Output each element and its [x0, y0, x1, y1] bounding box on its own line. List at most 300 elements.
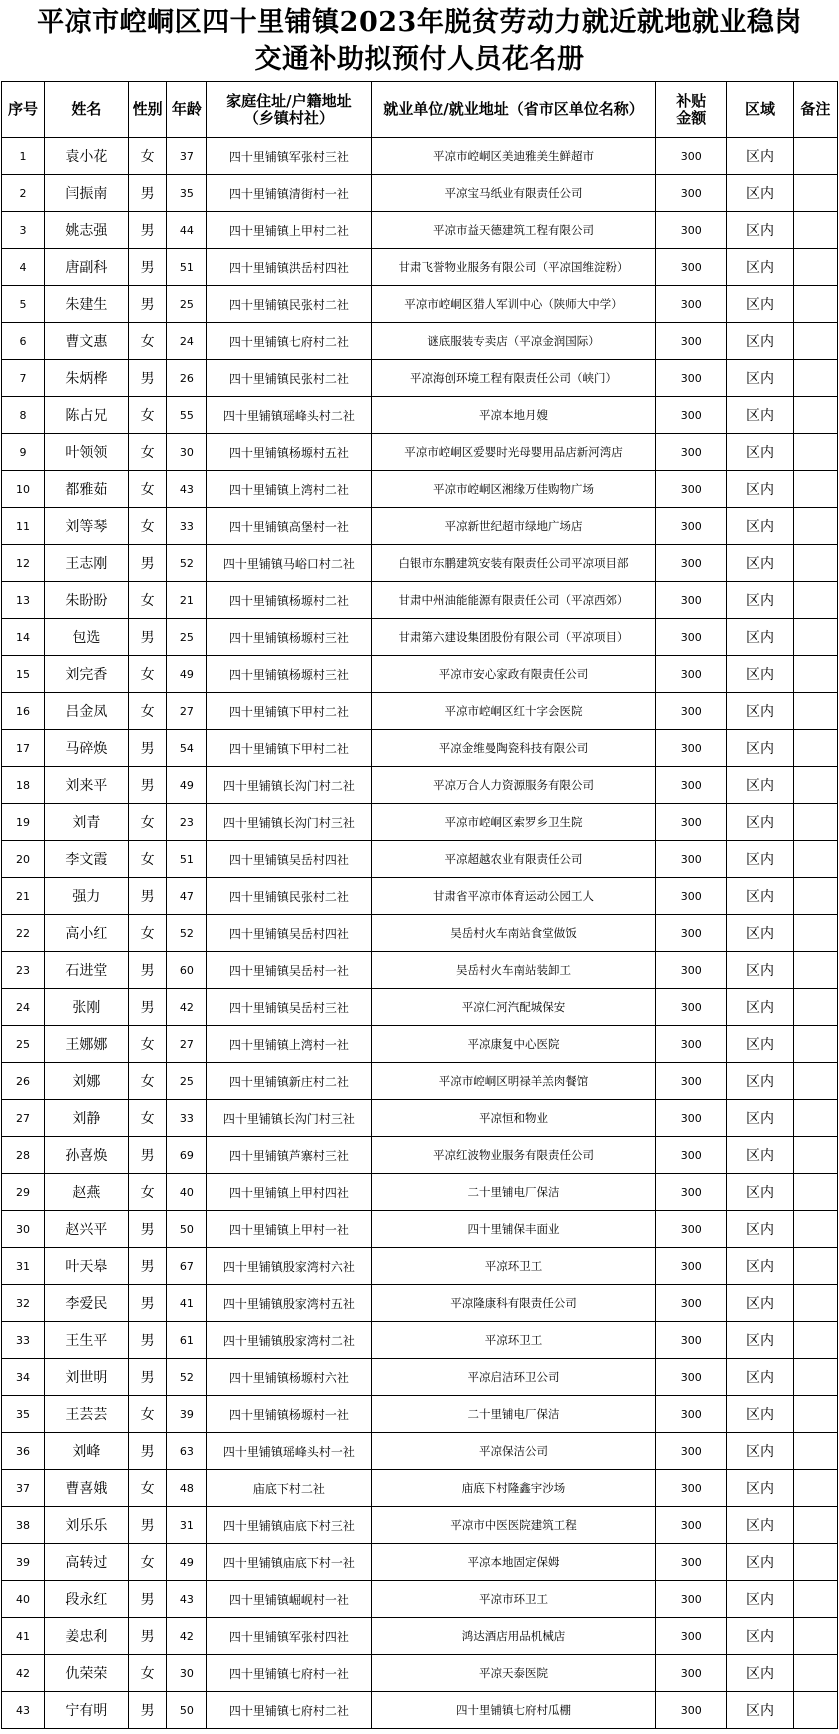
cell-gender: 女 [128, 323, 167, 360]
cell-name: 朱建生 [44, 286, 128, 323]
cell-amount: 300 [656, 1137, 727, 1174]
col-header-employer: 就业单位/就业地址（省市区单位名称） [371, 82, 656, 138]
cell-seq: 21 [2, 878, 45, 915]
cell-seq: 16 [2, 693, 45, 730]
cell-name: 李爱民 [44, 1285, 128, 1322]
cell-employer: 平凉本地固定保姆 [371, 1544, 656, 1581]
cell-seq: 18 [2, 767, 45, 804]
header-row [2, 82, 838, 138]
cell-address: 四十里铺镇瑶峰头村一社 [207, 1433, 371, 1470]
cell-address: 四十里铺镇上甲村四社 [207, 1174, 371, 1211]
cell-employer: 白银市东鹏建筑安装有限责任公司平凉项目部 [371, 545, 656, 582]
table-row [2, 471, 838, 508]
cell-name: 仇荣荣 [44, 1655, 128, 1692]
cell-employer: 平凉康复中心医院 [371, 1026, 656, 1063]
cell-gender: 男 [128, 1692, 167, 1729]
cell-age: 43 [167, 1581, 207, 1618]
cell-amount: 300 [656, 841, 727, 878]
cell-address: 四十里铺镇七府村二社 [207, 1692, 371, 1729]
cell-name: 宁有明 [44, 1692, 128, 1729]
cell-employer: 平凉新世纪超市绿地广场店 [371, 508, 656, 545]
cell-gender: 男 [128, 175, 167, 212]
title-line-2: 交通补助拟预付人员花名册 [254, 43, 585, 75]
cell-amount: 300 [656, 1618, 727, 1655]
col-header-seq: 序号 [2, 82, 45, 138]
roster-table [1, 81, 838, 1729]
cell-name: 唐副科 [44, 249, 128, 286]
cell-remark [793, 249, 837, 286]
cell-address: 庙底下村二社 [207, 1470, 371, 1507]
cell-name: 孙喜焕 [44, 1137, 128, 1174]
amount-header-line1: 补贴 [676, 91, 707, 110]
cell-region: 区内 [727, 1211, 794, 1248]
cell-address: 四十里铺镇杨塬村二社 [207, 582, 371, 619]
cell-age: 50 [167, 1692, 207, 1729]
table-row [2, 804, 838, 841]
cell-gender: 男 [128, 1322, 167, 1359]
cell-remark [793, 545, 837, 582]
cell-name: 赵兴平 [44, 1211, 128, 1248]
col-header-remark: 备注 [793, 82, 837, 138]
cell-gender: 女 [128, 434, 167, 471]
cell-region: 区内 [727, 397, 794, 434]
cell-name: 陈占兄 [44, 397, 128, 434]
cell-gender: 女 [128, 1026, 167, 1063]
cell-seq: 33 [2, 1322, 45, 1359]
table-row [2, 434, 838, 471]
cell-address: 四十里铺镇庙底下村一社 [207, 1544, 371, 1581]
cell-remark [793, 1581, 837, 1618]
cell-remark [793, 1544, 837, 1581]
cell-remark [793, 212, 837, 249]
cell-age: 47 [167, 878, 207, 915]
cell-seq: 36 [2, 1433, 45, 1470]
cell-seq: 7 [2, 360, 45, 397]
cell-gender: 男 [128, 1248, 167, 1285]
table-row [2, 175, 838, 212]
cell-name: 叶天皋 [44, 1248, 128, 1285]
cell-remark [793, 1063, 837, 1100]
table-row [2, 952, 838, 989]
cell-age: 43 [167, 471, 207, 508]
cell-gender: 男 [128, 1507, 167, 1544]
cell-remark [793, 804, 837, 841]
cell-age: 25 [167, 1063, 207, 1100]
col-header-name: 姓名 [44, 82, 128, 138]
cell-region: 区内 [727, 1692, 794, 1729]
cell-address: 四十里铺镇杨塬村五社 [207, 434, 371, 471]
table-row [2, 138, 838, 175]
cell-amount: 300 [656, 915, 727, 952]
cell-name: 刘来平 [44, 767, 128, 804]
cell-remark [793, 1470, 837, 1507]
cell-amount: 300 [656, 471, 727, 508]
cell-address: 四十里铺镇七府村二社 [207, 323, 371, 360]
cell-amount: 300 [656, 1581, 727, 1618]
cell-remark [793, 619, 837, 656]
cell-employer: 平凉保洁公司 [371, 1433, 656, 1470]
cell-employer: 二十里铺电厂保洁 [371, 1174, 656, 1211]
table-row [2, 1137, 838, 1174]
cell-remark [793, 508, 837, 545]
cell-age: 69 [167, 1137, 207, 1174]
cell-amount: 300 [656, 1100, 727, 1137]
cell-address: 四十里铺镇杨塬村三社 [207, 656, 371, 693]
cell-address: 四十里铺镇长沟门村二社 [207, 767, 371, 804]
cell-employer: 平凉超越农业有限责任公司 [371, 841, 656, 878]
cell-age: 67 [167, 1248, 207, 1285]
cell-remark [793, 286, 837, 323]
cell-employer: 平凉天泰医院 [371, 1655, 656, 1692]
cell-seq: 37 [2, 1470, 45, 1507]
cell-age: 60 [167, 952, 207, 989]
cell-age: 39 [167, 1396, 207, 1433]
cell-region: 区内 [727, 1581, 794, 1618]
cell-employer: 平凉市安心家政有限责任公司 [371, 656, 656, 693]
cell-age: 25 [167, 619, 207, 656]
cell-age: 42 [167, 989, 207, 1026]
cell-seq: 34 [2, 1359, 45, 1396]
cell-region: 区内 [727, 656, 794, 693]
cell-region: 区内 [727, 1137, 794, 1174]
cell-gender: 男 [128, 1211, 167, 1248]
table-row [2, 1322, 838, 1359]
cell-name: 闫振南 [44, 175, 128, 212]
cell-employer: 平凉环卫工 [371, 1248, 656, 1285]
cell-age: 52 [167, 1359, 207, 1396]
cell-employer: 平凉市崆峒区红十字会医院 [371, 693, 656, 730]
cell-region: 区内 [727, 1396, 794, 1433]
cell-region: 区内 [727, 1248, 794, 1285]
cell-name: 吕金凤 [44, 693, 128, 730]
cell-address: 四十里铺镇杨塬村六社 [207, 1359, 371, 1396]
cell-seq: 24 [2, 989, 45, 1026]
cell-address: 四十里铺镇长沟门村三社 [207, 804, 371, 841]
cell-seq: 25 [2, 1026, 45, 1063]
cell-name: 都雅茹 [44, 471, 128, 508]
cell-seq: 22 [2, 915, 45, 952]
cell-name: 刘峰 [44, 1433, 128, 1470]
cell-gender: 女 [128, 1100, 167, 1137]
cell-age: 31 [167, 1507, 207, 1544]
cell-remark [793, 360, 837, 397]
cell-region: 区内 [727, 1470, 794, 1507]
cell-region: 区内 [727, 582, 794, 619]
col-header-region: 区域 [727, 82, 794, 138]
cell-amount: 300 [656, 1248, 727, 1285]
cell-amount: 300 [656, 397, 727, 434]
table-row [2, 360, 838, 397]
cell-age: 52 [167, 545, 207, 582]
cell-remark [793, 730, 837, 767]
cell-name: 张刚 [44, 989, 128, 1026]
cell-remark [793, 175, 837, 212]
cell-amount: 300 [656, 1470, 727, 1507]
cell-employer: 平凉海创环境工程有限责任公司（峡门） [371, 360, 656, 397]
cell-age: 48 [167, 1470, 207, 1507]
cell-remark [793, 1433, 837, 1470]
cell-remark [793, 1211, 837, 1248]
cell-age: 44 [167, 212, 207, 249]
table-row [2, 767, 838, 804]
cell-region: 区内 [727, 1026, 794, 1063]
cell-employer: 平凉市崆峒区猎人军训中心（陕师大中学） [371, 286, 656, 323]
cell-amount: 300 [656, 138, 727, 175]
cell-name: 刘完香 [44, 656, 128, 693]
table-row [2, 1063, 838, 1100]
col-header-amount [656, 82, 727, 138]
cell-age: 42 [167, 1618, 207, 1655]
cell-address: 四十里铺镇洪岳村四社 [207, 249, 371, 286]
cell-gender: 女 [128, 915, 167, 952]
cell-remark [793, 1692, 837, 1729]
cell-seq: 12 [2, 545, 45, 582]
cell-gender: 男 [128, 1359, 167, 1396]
table-row [2, 656, 838, 693]
cell-region: 区内 [727, 1100, 794, 1137]
cell-employer: 平凉市崆峒区爱婴时光母婴用品店新河湾店 [371, 434, 656, 471]
cell-address: 四十里铺镇吴岳村四社 [207, 915, 371, 952]
table-row [2, 878, 838, 915]
cell-address: 四十里铺镇军张村四社 [207, 1618, 371, 1655]
cell-amount: 300 [656, 693, 727, 730]
cell-address: 四十里铺镇吴岳村一社 [207, 952, 371, 989]
cell-region: 区内 [727, 878, 794, 915]
table-row [2, 1396, 838, 1433]
cell-gender: 女 [128, 1544, 167, 1581]
cell-amount: 300 [656, 619, 727, 656]
cell-amount: 300 [656, 323, 727, 360]
cell-seq: 6 [2, 323, 45, 360]
cell-remark [793, 434, 837, 471]
cell-employer: 平凉市益天德建筑工程有限公司 [371, 212, 656, 249]
cell-remark [793, 1248, 837, 1285]
cell-region: 区内 [727, 1063, 794, 1100]
cell-remark [793, 1285, 837, 1322]
cell-gender: 女 [128, 693, 167, 730]
table-row [2, 1618, 838, 1655]
cell-remark [793, 1618, 837, 1655]
cell-region: 区内 [727, 471, 794, 508]
cell-address: 四十里铺镇瑶峰头村二社 [207, 397, 371, 434]
cell-gender: 男 [128, 989, 167, 1026]
cell-region: 区内 [727, 989, 794, 1026]
cell-name: 王娜娜 [44, 1026, 128, 1063]
cell-seq: 29 [2, 1174, 45, 1211]
cell-remark [793, 471, 837, 508]
cell-amount: 300 [656, 1692, 727, 1729]
cell-remark [793, 1026, 837, 1063]
cell-address: 四十里铺镇七府村一社 [207, 1655, 371, 1692]
cell-gender: 女 [128, 471, 167, 508]
cell-address: 四十里铺镇殷家湾村五社 [207, 1285, 371, 1322]
cell-gender: 男 [128, 360, 167, 397]
cell-employer: 平凉红波物业服务有限责任公司 [371, 1137, 656, 1174]
cell-region: 区内 [727, 508, 794, 545]
cell-seq: 9 [2, 434, 45, 471]
cell-employer: 甘肃中州油能能源有限责任公司（平凉西郊） [371, 582, 656, 619]
cell-address: 四十里铺镇军张村三社 [207, 138, 371, 175]
cell-age: 54 [167, 730, 207, 767]
cell-remark [793, 952, 837, 989]
cell-age: 37 [167, 138, 207, 175]
cell-employer: 平凉宝马纸业有限责任公司 [371, 175, 656, 212]
cell-age: 21 [167, 582, 207, 619]
cell-seq: 15 [2, 656, 45, 693]
cell-address: 四十里铺镇清街村一社 [207, 175, 371, 212]
cell-name: 王志刚 [44, 545, 128, 582]
cell-gender: 男 [128, 619, 167, 656]
cell-employer: 庙底下村隆鑫宇沙场 [371, 1470, 656, 1507]
title-line-1: 平凉市崆峒区四十里铺镇2023年脱贫劳动力就近就地就业稳岗 [37, 6, 802, 38]
cell-region: 区内 [727, 767, 794, 804]
table-row [2, 1211, 838, 1248]
cell-name: 赵燕 [44, 1174, 128, 1211]
cell-seq: 35 [2, 1396, 45, 1433]
cell-employer: 谜底服装专卖店（平凉金润国际） [371, 323, 656, 360]
cell-region: 区内 [727, 730, 794, 767]
col-header-age: 年龄 [167, 82, 207, 138]
cell-employer: 吴岳村火车南站食堂做饭 [371, 915, 656, 952]
cell-amount: 300 [656, 360, 727, 397]
cell-age: 51 [167, 841, 207, 878]
cell-name: 包选 [44, 619, 128, 656]
cell-address: 四十里铺镇长沟门村三社 [207, 1100, 371, 1137]
cell-employer: 甘肃省平凉市体育运动公园工人 [371, 878, 656, 915]
cell-name: 刘青 [44, 804, 128, 841]
cell-gender: 男 [128, 249, 167, 286]
cell-name: 李文霞 [44, 841, 128, 878]
cell-name: 叶领领 [44, 434, 128, 471]
table-row [2, 1433, 838, 1470]
cell-address: 四十里铺镇民张村二社 [207, 286, 371, 323]
cell-remark [793, 693, 837, 730]
cell-region: 区内 [727, 1359, 794, 1396]
cell-age: 23 [167, 804, 207, 841]
cell-seq: 32 [2, 1285, 45, 1322]
cell-employer: 平凉市中医医院建筑工程 [371, 1507, 656, 1544]
cell-seq: 28 [2, 1137, 45, 1174]
cell-name: 曹喜娥 [44, 1470, 128, 1507]
cell-remark [793, 1359, 837, 1396]
cell-name: 姚志强 [44, 212, 128, 249]
cell-amount: 300 [656, 1174, 727, 1211]
cell-region: 区内 [727, 1322, 794, 1359]
col-header-gender: 性别 [128, 82, 167, 138]
cell-seq: 43 [2, 1692, 45, 1729]
cell-employer: 四十里铺保丰面业 [371, 1211, 656, 1248]
cell-gender: 女 [128, 1655, 167, 1692]
cell-seq: 11 [2, 508, 45, 545]
cell-gender: 女 [128, 804, 167, 841]
cell-employer: 平凉万合人力资源服务有限公司 [371, 767, 656, 804]
cell-seq: 23 [2, 952, 45, 989]
cell-age: 61 [167, 1322, 207, 1359]
cell-remark [793, 1322, 837, 1359]
cell-employer: 平凉恒和物业 [371, 1100, 656, 1137]
cell-seq: 2 [2, 175, 45, 212]
cell-amount: 300 [656, 1359, 727, 1396]
table-row [2, 545, 838, 582]
cell-age: 51 [167, 249, 207, 286]
cell-age: 50 [167, 1211, 207, 1248]
cell-remark [793, 989, 837, 1026]
cell-amount: 300 [656, 1063, 727, 1100]
cell-amount: 300 [656, 730, 727, 767]
cell-remark [793, 878, 837, 915]
cell-region: 区内 [727, 1655, 794, 1692]
cell-name: 马碎焕 [44, 730, 128, 767]
table-row [2, 397, 838, 434]
cell-employer: 平凉市环卫工 [371, 1581, 656, 1618]
cell-amount: 300 [656, 1507, 727, 1544]
cell-gender: 男 [128, 730, 167, 767]
cell-address: 四十里铺镇殷家湾村二社 [207, 1322, 371, 1359]
table-row [2, 1692, 838, 1729]
cell-employer: 甘肃飞誉物业服务有限公司（平凉国维淀粉） [371, 249, 656, 286]
cell-amount: 300 [656, 175, 727, 212]
cell-region: 区内 [727, 323, 794, 360]
cell-employer: 平凉市崆峒区索罗乡卫生院 [371, 804, 656, 841]
cell-region: 区内 [727, 175, 794, 212]
cell-name: 刘乐乐 [44, 1507, 128, 1544]
cell-employer: 平凉启洁环卫公司 [371, 1359, 656, 1396]
cell-gender: 女 [128, 656, 167, 693]
cell-address: 四十里铺镇上湾村二社 [207, 471, 371, 508]
cell-age: 35 [167, 175, 207, 212]
cell-seq: 26 [2, 1063, 45, 1100]
cell-seq: 5 [2, 286, 45, 323]
cell-region: 区内 [727, 286, 794, 323]
cell-region: 区内 [727, 619, 794, 656]
cell-remark [793, 323, 837, 360]
cell-seq: 10 [2, 471, 45, 508]
cell-gender: 女 [128, 1470, 167, 1507]
cell-remark [793, 1137, 837, 1174]
cell-region: 区内 [727, 693, 794, 730]
roster-body [2, 138, 838, 1729]
cell-name: 高转过 [44, 1544, 128, 1581]
cell-region: 区内 [727, 804, 794, 841]
cell-name: 刘等琴 [44, 508, 128, 545]
cell-name: 刘娜 [44, 1063, 128, 1100]
cell-amount: 300 [656, 989, 727, 1026]
cell-age: 55 [167, 397, 207, 434]
address-header-line1: 家庭住址/户籍地址 [226, 91, 352, 110]
cell-amount: 300 [656, 249, 727, 286]
cell-remark [793, 138, 837, 175]
cell-amount: 300 [656, 212, 727, 249]
cell-amount: 300 [656, 656, 727, 693]
cell-region: 区内 [727, 1174, 794, 1211]
cell-amount: 300 [656, 1285, 727, 1322]
table-row [2, 619, 838, 656]
cell-gender: 男 [128, 952, 167, 989]
cell-gender: 男 [128, 1433, 167, 1470]
cell-amount: 300 [656, 1026, 727, 1063]
cell-seq: 27 [2, 1100, 45, 1137]
cell-amount: 300 [656, 434, 727, 471]
cell-address: 四十里铺镇吴岳村三社 [207, 989, 371, 1026]
table-row [2, 323, 838, 360]
cell-region: 区内 [727, 1544, 794, 1581]
cell-employer: 吴岳村火车南站装卸工 [371, 952, 656, 989]
cell-region: 区内 [727, 841, 794, 878]
cell-employer: 平凉环卫工 [371, 1322, 656, 1359]
cell-age: 27 [167, 693, 207, 730]
cell-region: 区内 [727, 952, 794, 989]
cell-employer: 平凉市崆峒区美迪雅美生鲜超市 [371, 138, 656, 175]
